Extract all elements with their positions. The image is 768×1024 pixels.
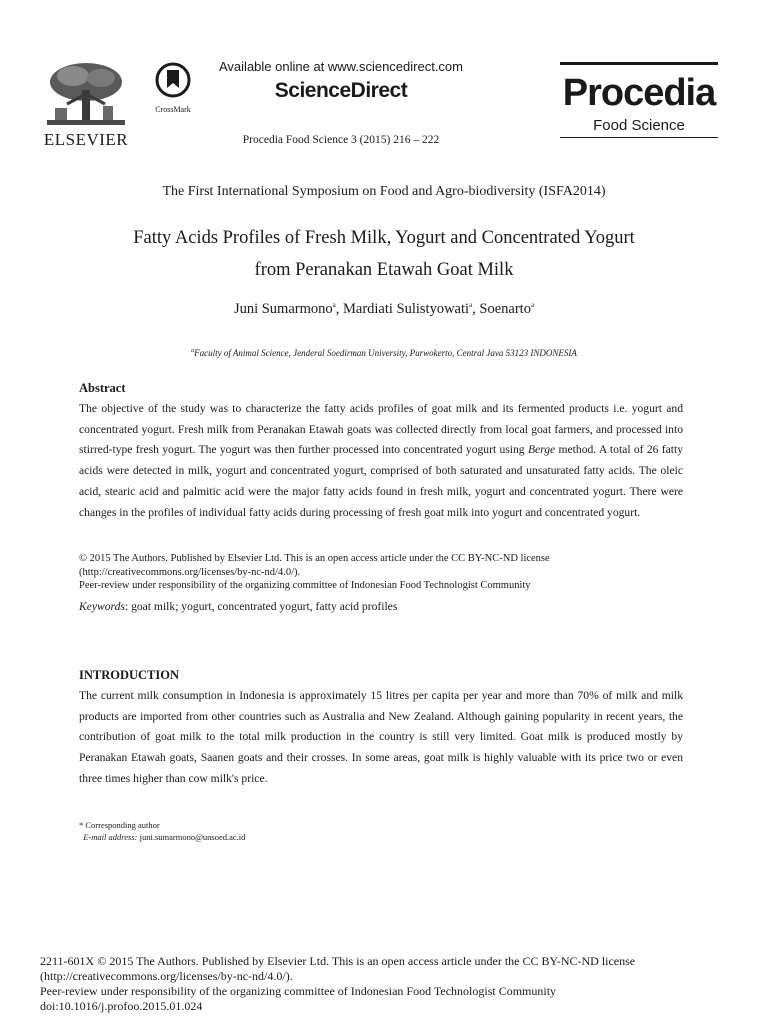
footer-doi[interactable]: doi:10.1016/j.profoo.2015.01.024	[40, 999, 203, 1013]
title-line-2: from Peranakan Etawah Goat Milk	[254, 260, 514, 280]
affiliation-mark: a	[191, 348, 195, 354]
crossmark-label: CrossMark	[155, 105, 191, 114]
abstract-text-part-1: The objective of the study was to characterize the fatty acids profiles of goat milk and its fermented products i.e. yogurt and concentrated yogurt. Fresh milk from Peranakan Etawah goats was collected directly from local goat farmers, and processed into stirred-type fresh yogurt. The yogurt was then further processed into concentrated yogurt using	[79, 402, 683, 457]
elsevier-logo	[40, 60, 132, 150]
introduction-text: The current milk consumption in Indonesia is approximately 15 litres per capita per year and more than 70% of milk and milk products are imported from other countries such as Australia and New Zealand. Although gaining popularity in recent years, the contribution of goat milk to the total milk production in the country is still very limited. Goat milk is produced mostly by Peranakan Etawah goats, Saanen goats and their crosses. In some areas, goat milk is highly valuable with its price two or even three times higher than cow milk's price.	[79, 689, 683, 785]
keywords-text: : goat milk; yogurt, concentrated yogurt, fatty acid profiles	[124, 600, 398, 613]
procedia-logo	[560, 62, 720, 138]
abstract-method-name: Berge	[527, 443, 556, 457]
corresponding-author-label: * Corresponding author	[79, 820, 160, 830]
author-affil-mark: a	[530, 301, 535, 310]
procedia-subtitle: Food Science	[593, 117, 685, 134]
keywords-label: Keywords	[79, 600, 125, 613]
footer-license-link[interactable]: (http://creativecommons.org/licenses/by-nc-nd/4.0/).	[40, 969, 293, 983]
elsevier-tree-icon	[43, 60, 129, 128]
author-name: Mardiati Sulistyowati	[342, 301, 470, 317]
available-online-text: Available online at www.sciencedirect.com	[219, 59, 463, 74]
affiliation	[60, 348, 708, 358]
email-label: E-mail address:	[83, 832, 138, 842]
author-name: Juni Sumarmono	[233, 301, 333, 317]
symposium-name: The First International Symposium on Food and Agro-biodiversity (ISFA2014)	[162, 184, 606, 199]
crossmark-badge[interactable]	[150, 62, 196, 114]
keywords	[79, 600, 689, 613]
author-list: Juni Sumarmono$^a$, Mardiati Sulistyowati$^a$, Soenarto$^a$	[233, 301, 535, 317]
procedia-top-rule	[560, 62, 718, 65]
author-affil-mark: a	[469, 301, 473, 310]
footer-issn-license: 2211-601X © 2015 The Authors. Published by Elsevier Ltd. This is an open access article under the CC BY-NC-ND license	[40, 954, 636, 968]
crossmark-icon	[155, 62, 191, 98]
page-footer	[40, 954, 730, 1014]
abstract-heading: Abstract	[79, 381, 126, 395]
title-line-1: Fatty Acids Profiles of Fresh Milk, Yogurt and Concentrated Yogurt	[133, 228, 635, 248]
procedia-bottom-rule	[560, 137, 718, 138]
procedia-brand: Procedia	[562, 72, 716, 114]
license-notice	[79, 552, 689, 593]
email-line	[79, 831, 245, 843]
abstract-text	[79, 399, 683, 523]
author-name: Soenarto	[479, 301, 531, 317]
author-affil-mark: a	[332, 301, 336, 310]
abstract-text-part-2: method. A total of 26 fatty acids were detected in milk, yogurt and concentrated yogurt, comprised of both saturated and unsaturated fatty acids. The oleic acid, stearic acid and palmitic acid were the major fatty acids found in fresh milk, yogurt and concentrated yogurt. There were changes in the profiles of individual fatty acids during processing of fresh goat milk into yogurt and concentrated yogurt.	[79, 443, 683, 519]
email-address[interactable]: juni.sumarmono@unsoed.ac.id	[137, 832, 246, 842]
corresponding-author	[79, 819, 245, 843]
journal-reference: Procedia Food Science 3 (2015) 216 – 222	[242, 134, 440, 146]
publisher-name: ELSEVIER	[43, 130, 129, 149]
sciencedirect-brand: ScienceDirect	[274, 79, 408, 102]
article-title	[60, 222, 708, 286]
peer-review-line: Peer-review under responsibility of the organizing committee of Indonesian Food Technologist Community	[79, 580, 531, 591]
license-line: © 2015 The Authors. Published by Elsevier Ltd. This is an open access article under the CC BY-NC-ND license	[79, 553, 550, 564]
introduction-heading: INTRODUCTION	[79, 668, 180, 682]
footer-peer-review: Peer-review under responsibility of the organizing committee of Indonesian Food Technologist Community	[40, 984, 557, 998]
affiliation-text: Faculty of Animal Science, Jenderal Soedirman University, Purwokerto, Central Java 53123 INDONESIA	[194, 348, 577, 358]
license-link[interactable]: (http://creativecommons.org/licenses/by-nc-nd/4.0/).	[79, 566, 301, 578]
